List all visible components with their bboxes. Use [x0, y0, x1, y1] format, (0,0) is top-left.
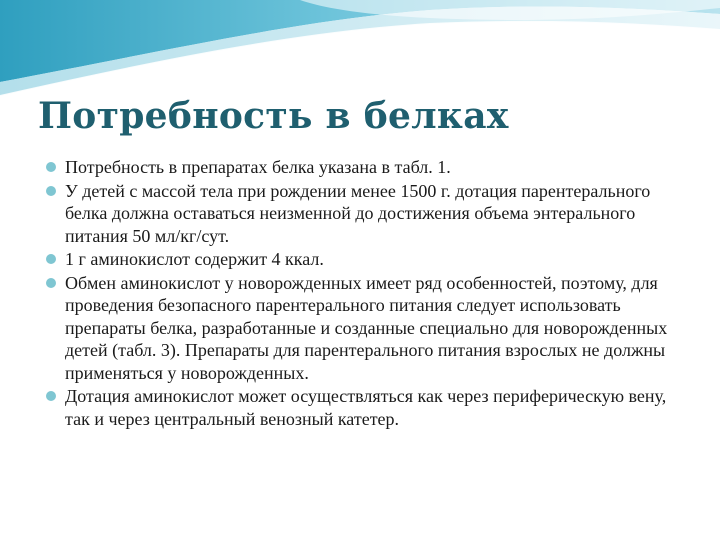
bullet-text: Обмен аминокислот у новорожденных имеет ряд особенностей, поэтому, для проведения безопасного парентерального питания следует использовать препараты белка, разработанные и созданные специально для новорожденных детей (табл. 3). Препараты для парентерального питания взрослых не должны применяться у новорожденных. [65, 272, 668, 383]
bullet-dot-icon [46, 278, 56, 288]
bullet-text: Дотация аминокислот может осуществляться как через периферическую вену, так и через центральный венозный катетер. [65, 386, 667, 429]
bullet-text: У детей с массой тела при рождении менее 1500 г. дотация парентерального белка должна оставаться неизменной до достижения объема энтерального питания 50 мл/кг/сут. [65, 180, 651, 246]
list-item [44, 156, 684, 179]
slide-title: Потребность в белках [38, 95, 509, 137]
bullet-dot-icon [46, 391, 56, 401]
bullet-list [44, 156, 684, 430]
list-item [44, 248, 684, 271]
list-item [44, 385, 684, 430]
list-item [44, 180, 684, 248]
list-item [44, 272, 684, 385]
bullet-dot-icon [46, 254, 56, 264]
bullet-dot-icon [46, 162, 56, 172]
bullet-dot-icon [46, 186, 56, 196]
header-wave-decoration [0, 0, 720, 100]
bullet-text: Потребность в препаратах белка указана в табл. 1. [65, 157, 451, 177]
bullet-text: 1 г аминокислот содержит 4 ккал. [65, 249, 324, 269]
